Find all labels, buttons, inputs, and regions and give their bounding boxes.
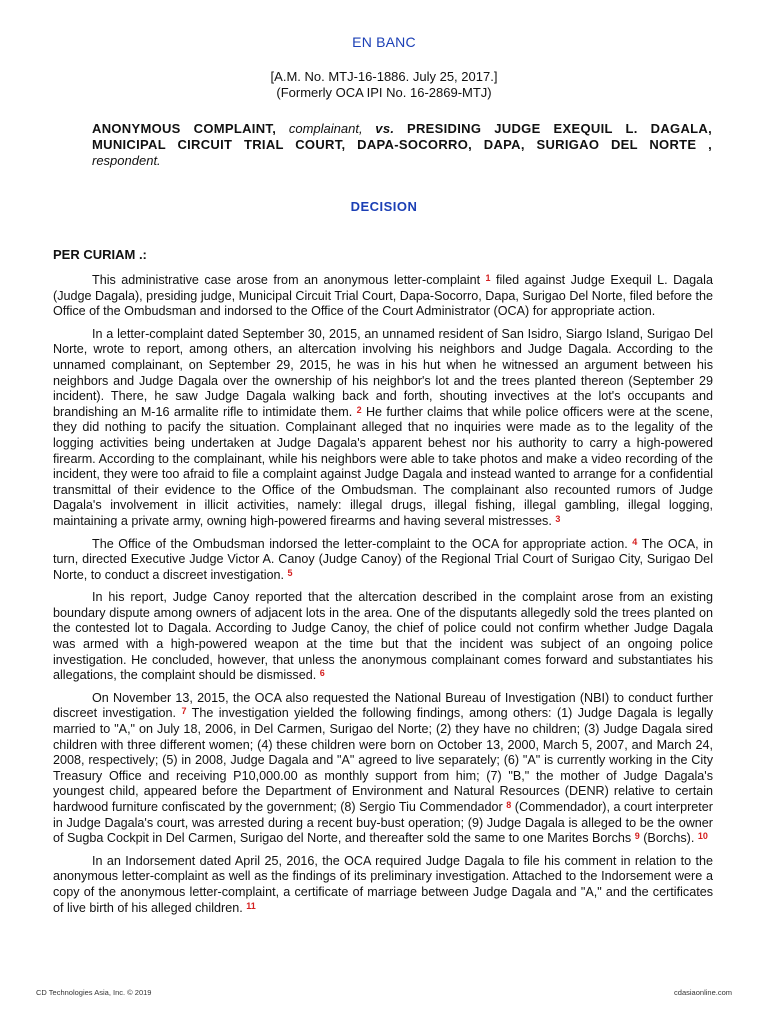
paragraph: This administrative case arose from an anonymous letter-complaint $^1$ filed against Judge Exequil L. Dagala (Judge Dagala), presiding judge, Municipal Circuit Trial Court, Dapa-Socorro, Dapa, Surigao Del Norte, filed before the Office of the Ombudsman and indorsed to the Office of the Court Administrator (OCA) for appropriate action.: [53, 273, 713, 319]
case-number-block: [0, 69, 768, 101]
per-curiam-label: PER CURIAM .:: [53, 247, 147, 262]
paragraph: The Office of the Ombudsman indorsed the letter-complaint to the OCA for appropriate action. $^4$ The OCA, in turn, directed Executive Judge Victor A. Canoy (Judge Canoy) of the Regional Trial Court of Surigao City, Surigao Del Norte, to conduct a discreet investigation. $^5$: [53, 536, 714, 582]
footnote-link[interactable]: 11: [246, 900, 256, 911]
footnote-link[interactable]: 3: [555, 513, 561, 524]
respondent-role: respondent.: [92, 153, 161, 168]
former-case-number: (Formerly OCA IPI No. 16-2869-MTJ): [276, 85, 492, 100]
footer-copyright: CD Technologies Asia, Inc. © 2019: [36, 988, 152, 997]
paragraph: In an Indorsement dated April 25, 2016, the OCA required Judge Dagala to file his comment in relation to the anonymous letter-complaint as well as the findings of its preliminary investigation. Attached to the Indorsement were a copy of the anonymous letter-complaint, a certificate of marriage between Judge Dagala and "A," and the certificates of live birth of his alleged children. $^{11}$: [53, 853, 713, 915]
footer-site: cdasiaonline.com: [674, 988, 732, 997]
decision-heading: DECISION: [350, 199, 418, 214]
versus-label: vs.: [375, 121, 395, 136]
footnote-link[interactable]: 9: [634, 831, 640, 842]
decision-body: [53, 273, 713, 923]
court-division: EN BANC: [352, 34, 416, 50]
complainant-name: ANONYMOUS COMPLAINT,: [92, 121, 277, 136]
paragraph: On November 13, 2015, the OCA also requested the National Bureau of Investigation (NBI) to conduct further discreet investigation. $^7$ The investigation yielded the following findings, among others: (1) Judge Dagala is legally married to "A," on July 18, 2006, in Del Carmen, Surigao del Norte; (2) they have no children; (3) Judge Dagala sired children with three different women; (4) these children were born on October 13, 2000, March 5, 2007, and March 24, 2008, respectively; (5) in 2008, Judge Dagala and "A" agreed to live separately; (6) "A" is currently working in the City Treasury Office and receiving P10,000.00 as monthly support from him; (7) "B," the mother of Judge Dagala's youngest child, appeared before the Department of Environment and Natural Resources (DENR) relative to certain hardwood furniture confiscated by the government; (8) Sergio Tiu Commendador $^8$ (Commendador), a court interpreter in Judge Dagala's court, was arrested during a recent buy-bust operation; (9) Judge Dagala is alleged to be the owner of Sugba Cockpit in Del Carmen, Surigao del Norte, and thereafter sold the same to one Marites Borchs $^9$ (Borchs). $^{10}$: [53, 690, 714, 846]
paragraph: In a letter-complaint dated September 30, 2015, an unnamed resident of San Isidro, Siargo Island, Surigao Del Norte, wrote to report, among others, an altercation involving his neighbors and Judge Dagala. According to the unnamed complainant, on September 29, 2015, he was in his hut when he witnessed an argument between his neighbors and Judge Dagala over the ownership of his neighbor's lot and the trees planted thereon (September 29 incident). There, he saw Judge Dagala walking back and forth, shouting invectives at the lot's occupants and brandishing an M-16 armalite rifle to intimidate them. $^2$ He further claims that while police officers were at the scene, they did nothing to pacify the situation. Complainant alleged that no inquiries were made as to the legality of the logging activities being undertaken at Judge Dagala's apparent behest nor his authority to carry a high-powered firearm. According to the complainant, while his neighbors were able to take photos and make a video recording of the incident, they were too afraid to file a complaint against Judge Dagala and instead wanted to arrange for a confidential transmittal of their evidence to the Office of the Ombudsman. The complainant also recounted rumors of Judge Dagala's involvement in illicit activities, namely: illegal drugs, illegal fishing, illegal gambling, illegal logging, maintaining a private army, owning high-powered firearms and having several mistresses. $^3$: [53, 326, 713, 528]
complainant-role: complainant,: [288, 121, 363, 136]
footnote-link[interactable]: 5: [287, 567, 293, 578]
footnote-link[interactable]: 2: [356, 404, 362, 415]
case-parties: [92, 121, 712, 169]
respondent-name: PRESIDING JUDGE EXEQUIL L. DAGALA, MUNICIPAL CIRCUIT TRIAL COURT, DAPA-SOCORRO, DAPA, SURIGAO DEL NORTE ,: [92, 121, 712, 152]
footnote-link[interactable]: 6: [319, 668, 325, 679]
footnote-link[interactable]: 8: [506, 800, 512, 810]
footnote-link[interactable]: 1: [485, 273, 491, 283]
case-number: [A.M. No. MTJ-16-1886. July 25, 2017.]: [270, 69, 498, 84]
paragraph: In his report, Judge Canoy reported that the altercation described in the complaint arose from an existing boundary dispute among owners of adjacent lots in the area. One of the disputants allegedly sold the trees planted on the contested lot to Dagala. According to Judge Canoy, the chief of police could not confirm whether Judge Dagala was armed with a high-powered weapon at the time but that the incident was subject of an ongoing police investigation. He concluded, however, that unless the anonymous complainant comes forward and substantiates his allegations, the complaint should be dismissed. $^6$: [53, 590, 713, 683]
footnote-link[interactable]: 10: [697, 831, 708, 842]
footnote-link[interactable]: 4: [632, 536, 638, 547]
footnote-link[interactable]: 7: [181, 706, 187, 717]
